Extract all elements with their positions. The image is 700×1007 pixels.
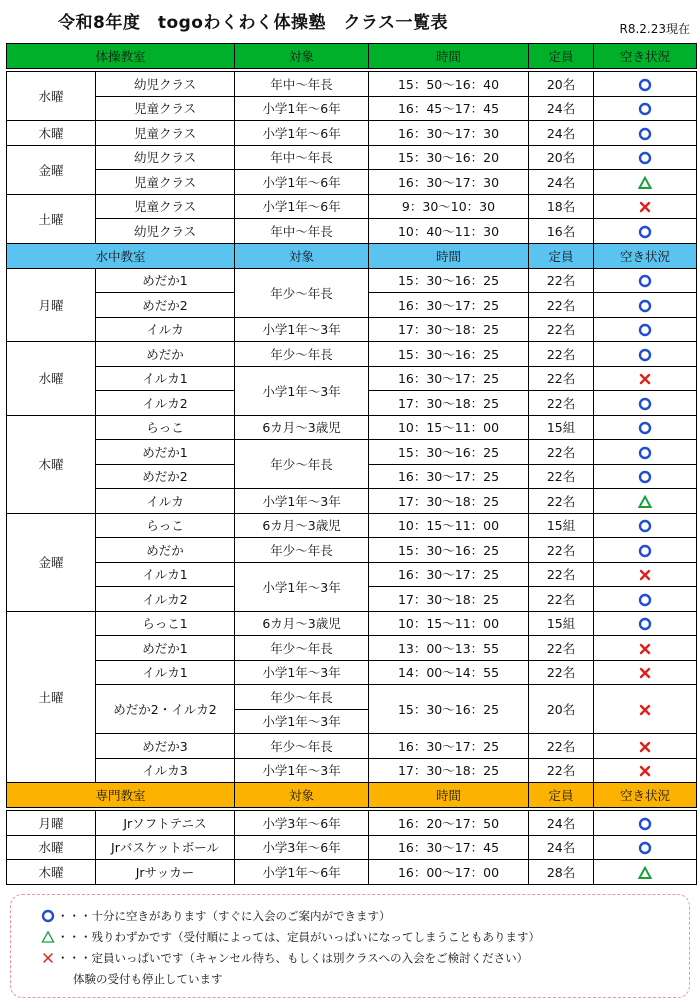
target-cell: 年中～年長 — [235, 72, 369, 97]
class-cell: めだか — [96, 538, 235, 563]
day-cell: 土曜 — [7, 194, 96, 243]
header-status: 空き状況 — [594, 243, 697, 268]
capacity-cell: 22名 — [529, 538, 594, 563]
status-cell — [594, 636, 697, 661]
status-cell — [594, 440, 697, 465]
available-circle-icon — [638, 817, 652, 831]
target-cell: 小学1年～6年 — [235, 194, 369, 219]
status-cell — [594, 342, 697, 367]
available-circle-icon — [638, 323, 652, 337]
target-cell: 小学1年～3年 — [235, 366, 369, 415]
available-circle-icon — [638, 102, 652, 116]
class-cell: 児童クラス — [96, 170, 235, 195]
time-cell: 14：00～14：55 — [369, 660, 529, 685]
capacity-cell: 15組 — [529, 415, 594, 440]
day-cell: 水曜 — [7, 72, 96, 121]
header-target: 対象 — [235, 783, 369, 808]
status-cell — [594, 72, 697, 97]
class-cell: 児童クラス — [96, 121, 235, 146]
header-time: 時間 — [369, 44, 529, 69]
time-cell: 16：30～17：25 — [369, 366, 529, 391]
class-cell: 児童クラス — [96, 96, 235, 121]
status-cell — [594, 835, 697, 860]
status-cell — [594, 366, 697, 391]
time-cell: 17：30～18：25 — [369, 587, 529, 612]
class-cell: イルカ — [96, 317, 235, 342]
status-cell — [594, 170, 697, 195]
table-row — [7, 342, 697, 367]
table-row — [7, 660, 697, 685]
status-cell — [594, 415, 697, 440]
table-row — [7, 538, 697, 563]
status-cell — [594, 293, 697, 318]
class-cell: めだか1 — [96, 440, 235, 465]
capacity-cell: 15組 — [529, 611, 594, 636]
capacity-cell: 22名 — [529, 440, 594, 465]
class-cell: めだか — [96, 342, 235, 367]
table-row — [7, 758, 697, 783]
capacity-cell: 28名 — [529, 860, 594, 885]
time-cell: 9：30～10：30 — [369, 194, 529, 219]
table-row — [7, 121, 697, 146]
target-cell: 年少～年長 — [235, 440, 369, 489]
header-capacity: 定員 — [529, 243, 594, 268]
full-cross-icon — [638, 372, 652, 386]
status-cell — [594, 758, 697, 783]
swim-section-title: 水中教室 — [7, 243, 235, 268]
few-triangle-icon — [638, 176, 652, 190]
header-capacity: 定員 — [529, 44, 594, 69]
few-triangle-icon — [41, 930, 55, 944]
target-cell: 年少～年長 — [235, 268, 369, 317]
capacity-cell: 16名 — [529, 219, 594, 244]
legend-circle-icon — [41, 908, 55, 923]
capacity-cell: 22名 — [529, 734, 594, 759]
legend-full-note: 体験の受付も停止しています — [73, 971, 223, 986]
target-cell: 年少～年長 — [235, 685, 369, 710]
class-cell: めだか2 — [96, 293, 235, 318]
legend-few — [41, 926, 689, 947]
status-cell — [594, 811, 697, 836]
time-cell: 17：30～18：25 — [369, 489, 529, 514]
time-cell: 16：45～17：45 — [369, 96, 529, 121]
table-row — [7, 734, 697, 759]
table-row — [7, 72, 697, 97]
table-row — [7, 268, 697, 293]
legend-full-text: ・・・定員いっぱいです（キャンセル待ち、もしくは別クラスへの入会をご検討ください） — [57, 950, 529, 965]
status-cell — [594, 611, 697, 636]
target-cell: 年中～年長 — [235, 145, 369, 170]
class-cell: Jrバスケットボール — [96, 835, 235, 860]
capacity-cell: 22名 — [529, 660, 594, 685]
table-row — [7, 366, 697, 391]
capacity-cell: 22名 — [529, 268, 594, 293]
target-cell: 年少～年長 — [235, 636, 369, 661]
class-cell: めだか1 — [96, 636, 235, 661]
class-cell: 児童クラス — [96, 194, 235, 219]
header-target: 対象 — [235, 243, 369, 268]
full-cross-icon — [41, 951, 55, 965]
time-cell: 15：30～16：25 — [369, 268, 529, 293]
status-cell — [594, 219, 697, 244]
capacity-cell: 22名 — [529, 587, 594, 612]
time-cell: 16：20～17：50 — [369, 811, 529, 836]
class-schedule-table — [6, 43, 697, 885]
table-row — [7, 440, 697, 465]
target-cell: 小学1年～3年 — [235, 660, 369, 685]
capacity-cell: 22名 — [529, 366, 594, 391]
status-cell — [594, 587, 697, 612]
legend-few-text: ・・・残りわずかです（受付順によっては、定員がいっぱいになってしまうこともあります） — [57, 929, 540, 944]
target-cell: 小学1年～6年 — [235, 96, 369, 121]
capacity-cell: 24名 — [529, 96, 594, 121]
target-cell: 年少～年長 — [235, 538, 369, 563]
class-cell: らっこ — [96, 415, 235, 440]
available-circle-icon — [638, 127, 652, 141]
target-cell: 年少～年長 — [235, 734, 369, 759]
capacity-cell: 22名 — [529, 342, 594, 367]
time-cell: 10：15～11：00 — [369, 611, 529, 636]
available-circle-icon — [638, 841, 652, 855]
class-cell: めだか3 — [96, 734, 235, 759]
class-cell: イルカ1 — [96, 562, 235, 587]
status-cell — [594, 860, 697, 885]
time-cell: 16：30～17：25 — [369, 562, 529, 587]
status-cell — [594, 317, 697, 342]
time-cell: 17：30～18：25 — [369, 758, 529, 783]
time-cell: 16：30～17：30 — [369, 121, 529, 146]
time-cell: 17：30～18：25 — [369, 391, 529, 416]
special-header-row — [7, 783, 697, 808]
available-circle-icon — [638, 544, 652, 558]
table-row — [7, 562, 697, 587]
few-triangle-icon — [638, 495, 652, 509]
available-circle-icon — [638, 299, 652, 313]
capacity-cell: 24名 — [529, 811, 594, 836]
header-target: 対象 — [235, 44, 369, 69]
table-row — [7, 685, 697, 710]
status-cell — [594, 268, 697, 293]
legend-available-text: ・・・十分に空きがあります（すぐに入会のご案内ができます） — [57, 908, 391, 923]
available-circle-icon — [638, 151, 652, 165]
day-cell: 月曜 — [7, 811, 96, 836]
time-cell: 16：30～17：45 — [369, 835, 529, 860]
available-circle-icon — [638, 274, 652, 288]
time-cell: 16：30～17：25 — [369, 734, 529, 759]
few-triangle-icon — [638, 866, 652, 880]
class-cell: イルカ — [96, 489, 235, 514]
full-cross-icon — [638, 642, 652, 656]
page-title: 令和8年度 togoわくわく体操塾 クラス一覧表 — [58, 13, 448, 33]
time-cell: 16：30～17：25 — [369, 293, 529, 318]
available-circle-icon — [638, 593, 652, 607]
class-cell: らっこ1 — [96, 611, 235, 636]
target-cell: 小学1年～3年 — [235, 758, 369, 783]
available-circle-icon — [638, 225, 652, 239]
status-cell — [594, 391, 697, 416]
full-cross-icon — [638, 200, 652, 214]
day-cell: 水曜 — [7, 835, 96, 860]
target-cell: 6カ月～3歳児 — [235, 415, 369, 440]
class-cell: イルカ1 — [96, 660, 235, 685]
day-cell: 金曜 — [7, 145, 96, 194]
class-cell: めだか2 — [96, 464, 235, 489]
available-circle-icon — [638, 446, 652, 460]
day-cell: 土曜 — [7, 611, 96, 783]
special-section-title: 専門教室 — [7, 783, 235, 808]
status-cell — [594, 121, 697, 146]
day-cell: 木曜 — [7, 121, 96, 146]
table-row — [7, 145, 697, 170]
capacity-cell: 22名 — [529, 562, 594, 587]
full-cross-icon — [638, 666, 652, 680]
gym-header-row — [7, 44, 697, 69]
capacity-cell: 22名 — [529, 489, 594, 514]
available-circle-icon — [638, 617, 652, 631]
target-cell: 年少～年長 — [235, 342, 369, 367]
capacity-cell: 24名 — [529, 121, 594, 146]
available-circle-icon — [638, 470, 652, 484]
table-row — [7, 489, 697, 514]
class-cell: めだか2・イルカ2 — [96, 685, 235, 734]
status-cell — [594, 562, 697, 587]
capacity-cell: 22名 — [529, 293, 594, 318]
target-cell: 6カ月～3歳児 — [235, 513, 369, 538]
target-cell: 小学1年～6年 — [235, 170, 369, 195]
time-cell: 15：30～16：25 — [369, 440, 529, 465]
time-cell: 15：30～16：20 — [369, 145, 529, 170]
time-cell: 16：30～17：30 — [369, 170, 529, 195]
header-capacity: 定員 — [529, 783, 594, 808]
table-row — [7, 170, 697, 195]
legend-full — [41, 947, 689, 968]
available-circle-icon — [638, 348, 652, 362]
table-row — [7, 513, 697, 538]
status-cell — [594, 734, 697, 759]
class-cell: イルカ1 — [96, 366, 235, 391]
table-row — [7, 219, 697, 244]
table-row — [7, 811, 697, 836]
available-circle-icon — [638, 519, 652, 533]
day-cell: 月曜 — [7, 268, 96, 342]
time-cell: 13：00～13：55 — [369, 636, 529, 661]
header-status: 空き状況 — [594, 783, 697, 808]
class-cell: 幼児クラス — [96, 219, 235, 244]
table-row — [7, 636, 697, 661]
status-cell — [594, 538, 697, 563]
capacity-cell: 24名 — [529, 835, 594, 860]
capacity-cell: 22名 — [529, 317, 594, 342]
legend-cross-icon — [41, 950, 55, 965]
time-cell: 17：30～18：25 — [369, 317, 529, 342]
table-row — [7, 96, 697, 121]
time-cell: 15：30～16：25 — [369, 538, 529, 563]
status-cell — [594, 489, 697, 514]
legend-triangle-icon — [41, 929, 55, 944]
class-cell: イルカ2 — [96, 391, 235, 416]
day-cell: 木曜 — [7, 415, 96, 513]
status-cell — [594, 660, 697, 685]
legend-box — [10, 894, 690, 998]
table-row — [7, 860, 697, 885]
legend-available — [41, 905, 689, 926]
class-cell: 幼児クラス — [96, 145, 235, 170]
full-cross-icon — [638, 740, 652, 754]
class-cell: めだか1 — [96, 268, 235, 293]
table-row — [7, 611, 697, 636]
day-cell: 木曜 — [7, 860, 96, 885]
target-cell: 6カ月～3歳児 — [235, 611, 369, 636]
available-circle-icon — [638, 78, 652, 92]
class-cell: Jrサッカー — [96, 860, 235, 885]
available-circle-icon — [638, 397, 652, 411]
full-cross-icon — [638, 764, 652, 778]
status-cell — [594, 685, 697, 734]
target-cell: 小学3年～6年 — [235, 811, 369, 836]
target-cell: 小学1年～3年 — [235, 709, 369, 734]
time-cell: 15：30～16：25 — [369, 685, 529, 734]
class-cell: イルカ2 — [96, 587, 235, 612]
available-circle-icon — [638, 421, 652, 435]
day-cell: 水曜 — [7, 342, 96, 416]
time-cell: 10：40～11：30 — [369, 219, 529, 244]
time-cell: 15：30～16：25 — [369, 342, 529, 367]
target-cell: 小学1年～3年 — [235, 562, 369, 611]
header-time: 時間 — [369, 783, 529, 808]
class-cell: 幼児クラス — [96, 72, 235, 97]
full-cross-icon — [638, 703, 652, 717]
time-cell: 10：15～11：00 — [369, 513, 529, 538]
full-cross-icon — [638, 568, 652, 582]
capacity-cell: 22名 — [529, 464, 594, 489]
time-cell: 16：30～17：25 — [369, 464, 529, 489]
class-cell: Jrソフトテニス — [96, 811, 235, 836]
status-cell — [594, 96, 697, 121]
target-cell: 小学1年～3年 — [235, 317, 369, 342]
capacity-cell: 18名 — [529, 194, 594, 219]
target-cell: 年中～年長 — [235, 219, 369, 244]
capacity-cell: 20名 — [529, 72, 594, 97]
time-cell: 16：00～17：00 — [369, 860, 529, 885]
target-cell: 小学1年～6年 — [235, 860, 369, 885]
header-time: 時間 — [369, 243, 529, 268]
gym-section-title: 体操教室 — [7, 44, 235, 69]
header-status: 空き状況 — [594, 44, 697, 69]
capacity-cell: 22名 — [529, 758, 594, 783]
target-cell: 小学3年～6年 — [235, 835, 369, 860]
status-cell — [594, 513, 697, 538]
target-cell: 小学1年～3年 — [235, 489, 369, 514]
table-row — [7, 835, 697, 860]
table-row — [7, 415, 697, 440]
status-cell — [594, 145, 697, 170]
target-cell: 小学1年～6年 — [235, 121, 369, 146]
capacity-cell: 24名 — [529, 170, 594, 195]
day-cell: 金曜 — [7, 513, 96, 611]
table-row — [7, 317, 697, 342]
time-cell: 10：15～11：00 — [369, 415, 529, 440]
class-cell: イルカ3 — [96, 758, 235, 783]
swim-header-row — [7, 243, 697, 268]
table-row — [7, 194, 697, 219]
as-of-date: R8.2.23現在 — [619, 22, 690, 36]
capacity-cell: 22名 — [529, 391, 594, 416]
status-cell — [594, 194, 697, 219]
capacity-cell: 22名 — [529, 636, 594, 661]
capacity-cell: 20名 — [529, 145, 594, 170]
class-cell: らっこ — [96, 513, 235, 538]
time-cell: 15：50～16：40 — [369, 72, 529, 97]
status-cell — [594, 464, 697, 489]
capacity-cell: 15組 — [529, 513, 594, 538]
capacity-cell: 20名 — [529, 685, 594, 734]
available-circle-icon — [41, 909, 55, 923]
